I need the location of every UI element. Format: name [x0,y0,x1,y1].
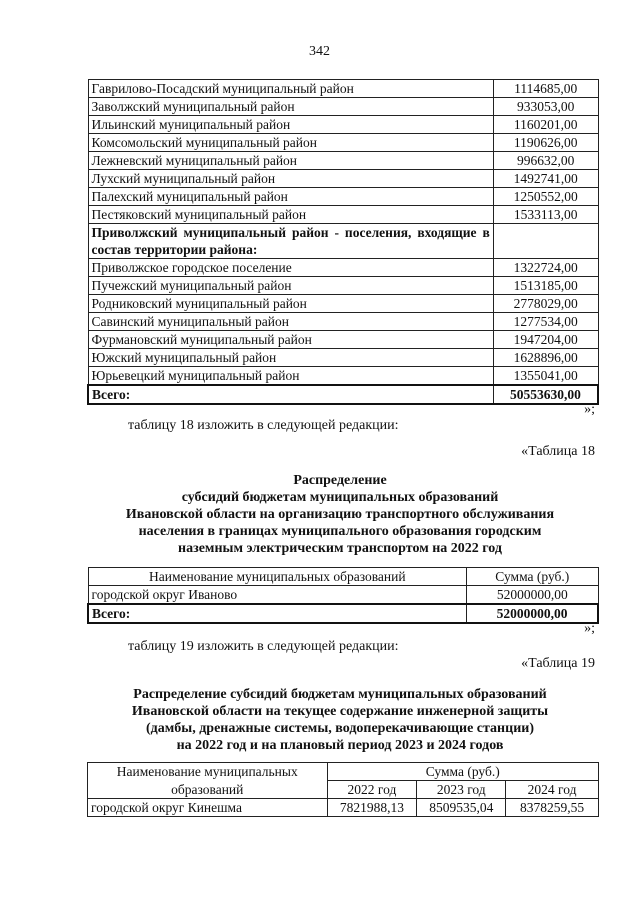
header-name-line2: образований [88,781,328,799]
table-row [88,367,598,386]
table-row [88,170,598,188]
subsidy-amount: 1322724,00 [493,259,598,277]
municipality-name: Приволжское городское поселение [88,259,493,277]
table-18-label: «Таблица 18 [521,444,595,459]
closing-quote: »; [584,621,595,636]
header-name-line1: Наименование муниципальных [88,763,328,781]
subsidy-amount: 1492741,00 [493,170,598,188]
total-value: 52000000,00 [467,604,598,623]
table-row [88,116,598,134]
instruction-table-19: таблицу 19 изложить в следующей редакции: [128,639,399,654]
table-header-row [88,763,599,781]
table-19-heading [60,686,620,754]
table-18-heading [60,472,620,557]
value-2023: 8509535,04 [417,799,506,817]
table-row-section-header [88,224,598,259]
table-row [88,586,598,605]
municipality-name: Пучежский муниципальный район [88,277,493,295]
subsidy-amount: 1114685,00 [493,80,598,98]
subsidy-amount: 1190626,00 [493,134,598,152]
table-row [88,188,598,206]
subsidy-amount: 1160201,00 [493,116,598,134]
heading-line: Распределение [293,473,387,488]
empty-cell [493,224,598,259]
municipality-name: Юрьевецкий муниципальный район [88,367,493,386]
table-row [88,277,598,295]
table-row [88,80,598,98]
subsidy-amount: 1533113,00 [493,206,598,224]
subsidy-amount: 1947204,00 [493,331,598,349]
heading-line: Ивановской области на организацию транспортного обслуживания [125,507,555,522]
municipality-name: Родниковский муниципальный район [88,295,493,313]
heading-line: (дамбы, дренажные системы, водоперекачивающие станции) [145,721,534,736]
heading-line: субсидий бюджетам муниципальных образований [181,490,499,505]
closing-quote: »; [584,402,595,417]
table-row [88,799,599,817]
header-year-2023: 2023 год [417,781,506,799]
header-year-2022: 2022 год [327,781,417,799]
table-row-total [88,385,598,404]
table-row [88,349,598,367]
municipality-name: Палехский муниципальный район [88,188,493,206]
subsidy-amount: 1355041,00 [493,367,598,386]
table-row [88,134,598,152]
subsidy-amount: 996632,00 [493,152,598,170]
table-row [88,206,598,224]
subsidy-amount: 1277534,00 [493,313,598,331]
table-row [88,313,598,331]
table-18 [87,567,599,624]
municipality-name: Пестяковский муниципальный район [88,206,493,224]
table-19 [87,762,599,817]
table-header-row [88,781,599,799]
header-sum: Сумма (руб.) [327,763,598,781]
subsidy-amount: 2778029,00 [493,295,598,313]
municipality-name: Гаврилово-Посадский муниципальный район [88,80,493,98]
heading-line: на 2022 год и на плановый период 2023 и 2024 годов [176,738,504,753]
table-row [88,259,598,277]
table-header-row [88,568,598,586]
municipality-name: Комсомольский муниципальный район [88,134,493,152]
heading-line: наземным электрическим транспортом на 2022 год [178,541,502,556]
page-number: 342 [309,44,330,59]
subsidy-amount: 1250552,00 [493,188,598,206]
table-row [88,98,598,116]
header-name: Наименование муниципальных образований [88,568,467,586]
header-sum: Сумма (руб.) [467,568,598,586]
municipality-name: Южский муниципальный район [88,349,493,367]
subsidy-amount: 1513185,00 [493,277,598,295]
table-row [88,295,598,313]
row-name: городской округ Иваново [88,586,467,605]
value-2022: 7821988,13 [327,799,417,817]
header-year-2024: 2024 год [506,781,599,799]
heading-line: Распределение субсидий бюджетам муниципальных образований [133,687,547,702]
value-2024: 8378259,55 [506,799,599,817]
heading-line: Ивановской области на текущее содержание инженерной защиты [131,704,549,719]
municipality-name: Заволжский муниципальный район [88,98,493,116]
municipality-name: Фурмановский муниципальный район [88,331,493,349]
table-row [88,152,598,170]
municipality-name: Лежневский муниципальный район [88,152,493,170]
municipality-name: Ильинский муниципальный район [88,116,493,134]
subsidy-amount: 933053,00 [493,98,598,116]
total-label: Всего: [88,604,467,623]
heading-line: населения в границах муниципального образования городским [138,524,542,539]
table-19-label: «Таблица 19 [521,656,595,671]
row-name: городской округ Кинешма [88,799,328,817]
total-value: 50553630,00 [493,385,598,404]
municipality-name: Лухский муниципальный район [88,170,493,188]
total-label: Всего: [88,385,493,404]
subsidy-table-continuation [87,79,599,405]
instruction-table-18: таблицу 18 изложить в следующей редакции: [128,418,399,433]
row-value: 52000000,00 [467,586,598,605]
table-row-total [88,604,598,623]
section-header-cell: Приволжский муниципальный район - поселения, входящие в состав территории района: [88,224,493,259]
table-row [88,331,598,349]
subsidy-amount: 1628896,00 [493,349,598,367]
municipality-name: Савинский муниципальный район [88,313,493,331]
